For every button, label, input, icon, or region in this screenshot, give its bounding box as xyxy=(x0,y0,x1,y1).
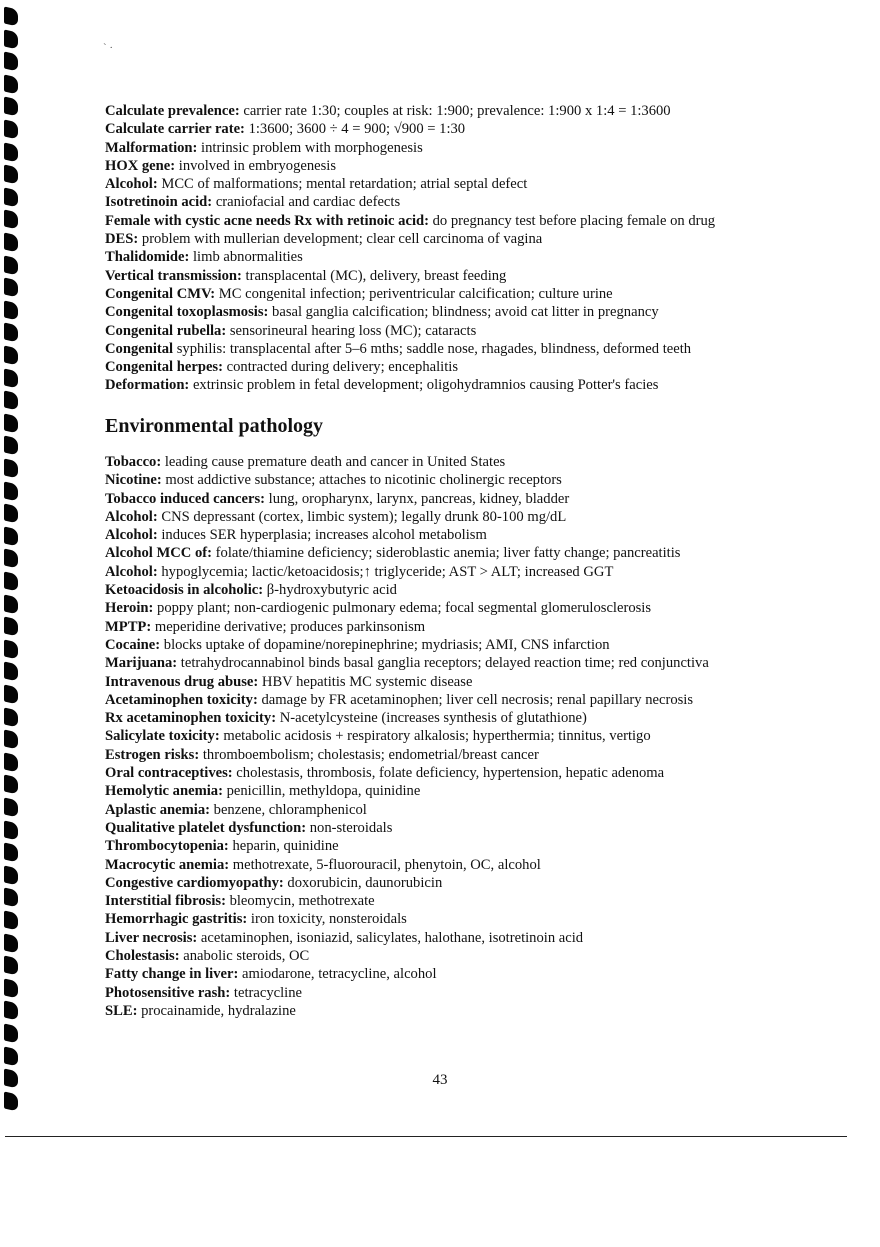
binding-hole xyxy=(4,188,18,208)
note-line xyxy=(105,1002,825,1020)
note-term: Female with cystic acne needs Rx with retinoic acid: xyxy=(105,212,429,229)
binding-hole xyxy=(4,301,18,321)
note-term: Alcohol: xyxy=(105,176,158,193)
note-text: procainamide, hydralazine xyxy=(137,1002,296,1019)
note-term: Thrombocytopenia: xyxy=(105,838,229,855)
binding-hole xyxy=(4,685,18,705)
note-text: hypoglycemia; lactic/ketoacidosis;↑ triglyceride; AST > ALT; increased GGT xyxy=(157,563,614,580)
note-term: Estrogen risks: xyxy=(105,746,200,763)
note-text: extrinsic problem in fetal development; oligohydramnios causing Potter's facies xyxy=(189,377,659,394)
binding-hole xyxy=(4,210,18,230)
note-line xyxy=(105,453,825,471)
note-text: MC congenital infection; periventricular calcification; culture urine xyxy=(215,285,613,302)
note-line xyxy=(105,746,825,764)
note-term: Calculate carrier rate: xyxy=(105,121,245,138)
binding-hole xyxy=(4,143,18,163)
note-line xyxy=(105,267,825,285)
note-text: carrier rate 1:30; couples at risk: 1:900; prevalence: 1:900 x 1:4 = 1:3600 xyxy=(239,103,671,119)
note-text: CNS depressant (cortex, limbic system); legally drunk 80-100 mg/dL xyxy=(157,508,567,525)
note-term: Hemolytic anemia: xyxy=(105,783,223,800)
binding-hole xyxy=(4,1024,18,1044)
binding-hole xyxy=(4,256,18,276)
note-line xyxy=(105,965,825,983)
note-text: contracted during delivery; encephalitis xyxy=(222,359,459,376)
note-term: Congenital xyxy=(105,340,174,357)
note-text: sensorineural hearing loss (MC); cataracts xyxy=(226,322,477,339)
note-text: tetrahydrocannabinol binds basal ganglia receptors; delayed reaction time; red conjunctiva xyxy=(177,655,709,672)
note-line xyxy=(105,618,825,636)
binding-hole xyxy=(4,821,18,841)
note-term: Photosensitive rash: xyxy=(105,984,231,1001)
note-term: DES: xyxy=(105,231,139,248)
note-term: Intravenous drug abuse: xyxy=(105,673,259,690)
binding-hole xyxy=(4,617,18,637)
note-line xyxy=(105,544,825,562)
binding-hole xyxy=(4,436,18,456)
note-term: Alcohol: xyxy=(105,508,158,525)
note-term: Tobacco induced cancers: xyxy=(105,490,265,507)
note-text: leading cause premature death and cancer in United States xyxy=(161,454,506,470)
note-line xyxy=(105,212,825,230)
note-line xyxy=(105,102,825,120)
binding-hole xyxy=(4,934,18,954)
note-text: most addictive substance; attaches to nicotinic cholinergic receptors xyxy=(161,472,562,489)
note-text: bleomycin, methotrexate xyxy=(225,893,375,910)
binding-hole xyxy=(4,278,18,298)
note-line xyxy=(105,526,825,544)
note-line xyxy=(105,984,825,1002)
note-line xyxy=(105,230,825,248)
note-line xyxy=(105,874,825,892)
binding-hole xyxy=(4,323,18,343)
environmental-pathology-list xyxy=(105,453,825,1020)
spiral-binding xyxy=(0,0,30,1120)
note-text: heparin, quinidine xyxy=(228,838,339,855)
note-text: problem with mullerian development; clear cell carcinoma of vagina xyxy=(138,231,543,248)
note-line xyxy=(105,581,825,599)
binding-hole xyxy=(4,482,18,502)
note-line xyxy=(105,193,825,211)
note-line xyxy=(105,837,825,855)
note-line xyxy=(105,471,825,489)
note-term: Rx acetaminophen toxicity: xyxy=(105,710,277,727)
note-line xyxy=(105,782,825,800)
binding-hole xyxy=(4,662,18,682)
note-text: basal ganglia calcification; blindness; avoid cat litter in pregnancy xyxy=(268,304,659,321)
genetics-notes-list xyxy=(105,102,825,395)
page-number: 43 xyxy=(432,1072,448,1088)
binding-hole xyxy=(4,866,18,886)
note-line xyxy=(105,508,825,526)
note-text: transplacental (MC), delivery, breast feeding xyxy=(241,267,507,284)
binding-hole xyxy=(4,391,18,411)
binding-hole xyxy=(4,911,18,931)
note-line xyxy=(105,563,825,581)
note-term: Alcohol: xyxy=(105,563,158,580)
section-title: Environmental pathology xyxy=(105,415,323,437)
binding-hole xyxy=(4,233,18,253)
note-line xyxy=(105,709,825,727)
note-term: Congestive cardiomyopathy: xyxy=(105,874,284,891)
note-line xyxy=(105,157,825,175)
note-term: Marijuana: xyxy=(105,655,178,672)
binding-hole xyxy=(4,843,18,863)
note-term: Deformation: xyxy=(105,377,190,394)
binding-hole xyxy=(4,549,18,569)
note-line xyxy=(105,120,825,138)
binding-hole xyxy=(4,956,18,976)
binding-hole xyxy=(4,346,18,366)
note-term: Congenital toxoplasmosis: xyxy=(105,304,269,321)
note-text: induces SER hyperplasia; increases alcohol metabolism xyxy=(157,527,487,544)
binding-hole xyxy=(4,798,18,818)
binding-hole xyxy=(4,504,18,524)
note-line xyxy=(105,303,825,321)
note-term: Congenital herpes: xyxy=(105,359,223,376)
note-text: anabolic steroids, OC xyxy=(179,948,310,965)
binding-hole xyxy=(4,730,18,750)
note-term: Alcohol: xyxy=(105,527,158,544)
note-line xyxy=(105,801,825,819)
binding-hole xyxy=(4,120,18,140)
note-term: Qualitative platelet dysfunction: xyxy=(105,819,307,836)
note-line xyxy=(105,376,825,394)
note-term: HOX gene: xyxy=(105,157,176,174)
binding-hole xyxy=(4,888,18,908)
note-text: non-steroidals xyxy=(306,819,393,836)
note-term: Calculate prevalence: xyxy=(105,103,240,119)
note-text: thromboembolism; cholestasis; endometrial/breast cancer xyxy=(199,746,539,763)
note-text: tetracycline xyxy=(230,984,302,1001)
binding-hole xyxy=(4,572,18,592)
note-term: Tobacco: xyxy=(105,454,162,470)
note-term: Oral contraceptives: xyxy=(105,765,233,782)
binding-hole xyxy=(4,595,18,615)
note-term: MPTP: xyxy=(105,618,152,635)
note-line xyxy=(105,892,825,910)
note-line xyxy=(105,490,825,508)
binding-hole xyxy=(4,75,18,95)
note-line xyxy=(105,322,825,340)
note-text: meperidine derivative; produces parkinsonism xyxy=(151,618,426,635)
note-text: metabolic acidosis + respiratory alkalosis; hyperthermia; tinnitus, vertigo xyxy=(219,728,651,745)
note-text: 1:3600; 3600 ÷ 4 = 900; √900 = 1:30 xyxy=(244,121,466,138)
note-text: craniofacial and cardiac defects xyxy=(212,194,401,211)
note-line xyxy=(105,358,825,376)
note-term: Acetaminophen toxicity: xyxy=(105,691,258,708)
note-text: acetaminophen, isoniazid, salicylates, halothane, isotretinoin acid xyxy=(197,929,584,946)
note-term: Cocaine: xyxy=(105,636,161,653)
note-line xyxy=(105,856,825,874)
note-term: Cholestasis: xyxy=(105,948,180,965)
note-term: Thalidomide: xyxy=(105,249,190,266)
note-term: Malformation: xyxy=(105,139,198,156)
note-term: Fatty change in liver: xyxy=(105,966,239,983)
note-line xyxy=(105,285,825,303)
note-term: Isotretinoin acid: xyxy=(105,194,213,211)
note-text: intrinsic problem with morphogenesis xyxy=(197,139,423,156)
note-text: cholestasis, thrombosis, folate deficiency, hypertension, hepatic adenoma xyxy=(232,765,665,782)
binding-hole xyxy=(4,708,18,728)
note-term: Vertical transmission: xyxy=(105,267,242,284)
note-line xyxy=(105,819,825,837)
binding-hole xyxy=(4,640,18,660)
binding-hole xyxy=(4,165,18,185)
note-term: Salicylate toxicity: xyxy=(105,728,220,745)
note-line xyxy=(105,947,825,965)
note-term: Interstitial fibrosis: xyxy=(105,893,226,910)
note-line xyxy=(105,340,825,358)
binding-hole xyxy=(4,459,18,479)
note-line xyxy=(105,691,825,709)
note-term: Liver necrosis: xyxy=(105,929,198,946)
note-text: lung, oropharynx, larynx, pancreas, kidney, bladder xyxy=(265,490,570,507)
binding-hole xyxy=(4,414,18,434)
note-term: Alcohol MCC of: xyxy=(105,545,213,562)
note-text: N-acetylcysteine (increases synthesis of glutathione) xyxy=(276,710,587,727)
note-term: Ketoacidosis in alcoholic: xyxy=(105,582,264,599)
binding-hole xyxy=(4,97,18,117)
note-line xyxy=(105,654,825,672)
note-text: methotrexate, 5-fluorouracil, phenytoin, OC, alcohol xyxy=(229,856,541,873)
note-text: syphilis: transplacental after 5–6 mths; saddle nose, rhagades, blindness, deformed teeth xyxy=(173,340,692,357)
note-text: involved in embryogenesis xyxy=(175,157,337,174)
note-text: damage by FR acetaminophen; liver cell necrosis; renal papillary necrosis xyxy=(257,691,694,708)
note-text: amiodarone, tetracycline, alcohol xyxy=(238,966,437,983)
binding-hole xyxy=(4,7,18,27)
note-text: do pregnancy test before placing female on drug xyxy=(428,212,716,229)
note-term: Congenital CMV: xyxy=(105,285,216,302)
note-term: Congenital rubella: xyxy=(105,322,227,339)
binding-hole xyxy=(4,369,18,389)
binding-hole xyxy=(4,1092,18,1112)
corner-mark: ` · xyxy=(103,42,114,54)
note-text: iron toxicity, nonsteroidals xyxy=(247,911,407,928)
page-bottom-rule xyxy=(5,1136,847,1137)
note-text: HBV hepatitis MC systemic disease xyxy=(258,673,473,690)
note-line xyxy=(105,636,825,654)
note-term: Hemorrhagic gastritis: xyxy=(105,911,248,928)
note-line xyxy=(105,673,825,691)
binding-hole xyxy=(4,775,18,795)
note-text: β-hydroxybutyric acid xyxy=(263,582,397,599)
note-term: Nicotine: xyxy=(105,472,162,489)
note-text: poppy plant; non-cardiogenic pulmonary edema; focal segmental glomerulosclerosis xyxy=(153,600,652,617)
binding-hole xyxy=(4,1001,18,1021)
note-term: Macrocytic anemia: xyxy=(105,856,230,873)
note-line xyxy=(105,910,825,928)
note-line xyxy=(105,599,825,617)
note-line xyxy=(105,175,825,193)
binding-hole xyxy=(4,753,18,773)
binding-hole xyxy=(4,527,18,547)
binding-hole xyxy=(4,30,18,50)
note-line xyxy=(105,727,825,745)
note-text: folate/thiamine deficiency; sideroblastic anemia; liver fatty change; pancreatitis xyxy=(212,545,681,562)
note-text: limb abnormalities xyxy=(189,249,303,266)
note-line xyxy=(105,764,825,782)
note-line xyxy=(105,248,825,266)
note-term: Heroin: xyxy=(105,600,154,617)
note-text: doxorubicin, daunorubicin xyxy=(283,874,443,891)
note-term: SLE: xyxy=(105,1002,138,1019)
binding-hole xyxy=(4,979,18,999)
binding-hole xyxy=(4,52,18,72)
note-text: benzene, chloramphenicol xyxy=(210,801,367,818)
note-text: MCC of malformations; mental retardation; atrial septal defect xyxy=(157,176,528,193)
binding-hole xyxy=(4,1047,18,1067)
note-text: blocks uptake of dopamine/norepinephrine; mydriasis; AMI, CNS infarction xyxy=(160,636,610,653)
note-line xyxy=(105,929,825,947)
note-line xyxy=(105,139,825,157)
note-term: Aplastic anemia: xyxy=(105,801,210,818)
note-text: penicillin, methyldopa, quinidine xyxy=(222,783,421,800)
